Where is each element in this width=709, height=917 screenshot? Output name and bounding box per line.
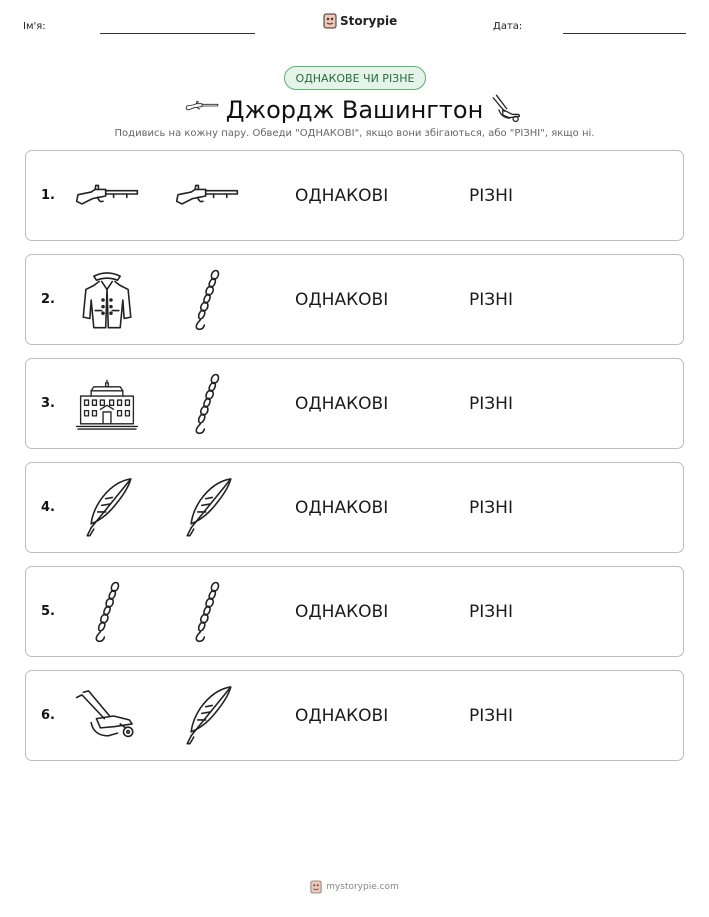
- option-different[interactable]: РІЗНІ: [469, 498, 513, 518]
- option-different[interactable]: РІЗНІ: [469, 706, 513, 726]
- chain-icon: [174, 371, 240, 437]
- brand-name: Storypie: [340, 14, 398, 28]
- question-number: 5.: [41, 604, 55, 619]
- question-number: 4.: [41, 500, 55, 515]
- question-row-2: [25, 254, 684, 345]
- musket-icon: [74, 163, 140, 229]
- option-same[interactable]: ОДНАКОВІ: [295, 186, 389, 206]
- question-row-6: [25, 670, 684, 761]
- option-different[interactable]: РІЗНІ: [469, 290, 513, 310]
- question-number: 1.: [41, 188, 55, 203]
- question-row-4: [25, 462, 684, 553]
- option-same[interactable]: ОДНАКОВІ: [295, 394, 389, 414]
- date-label: Дата:: [493, 21, 523, 32]
- option-same[interactable]: ОДНАКОВІ: [295, 602, 389, 622]
- colonial-coat-icon: [74, 267, 140, 333]
- name-label: Ім'я:: [23, 21, 46, 32]
- footer-site[interactable]: mystorypie.com: [326, 882, 399, 892]
- musket-icon: [174, 163, 240, 229]
- question-number: 6.: [41, 708, 55, 723]
- option-same[interactable]: ОДНАКОВІ: [295, 706, 389, 726]
- page-title: Джордж Вашингтон: [225, 96, 484, 124]
- storypie-logo: [323, 13, 397, 29]
- chain-icon: [174, 579, 240, 645]
- footer: [0, 880, 709, 894]
- question-row-1: [25, 150, 684, 241]
- chain-icon: [174, 267, 240, 333]
- option-different[interactable]: РІЗНІ: [469, 186, 513, 206]
- date-line[interactable]: [563, 33, 686, 34]
- question-number: 2.: [41, 292, 55, 307]
- chain-icon: [74, 579, 140, 645]
- name-line[interactable]: [100, 33, 255, 34]
- question-row-5: [25, 566, 684, 657]
- mansion-icon: [74, 371, 140, 437]
- question-number: 3.: [41, 396, 55, 411]
- quill-icon: [74, 475, 140, 541]
- option-same[interactable]: ОДНАКОВІ: [295, 498, 389, 518]
- quill-icon: [174, 683, 240, 749]
- option-different[interactable]: РІЗНІ: [469, 602, 513, 622]
- plow-icon: [490, 92, 522, 124]
- option-same[interactable]: ОДНАКОВІ: [295, 290, 389, 310]
- mascot-icon: [310, 880, 322, 894]
- option-different[interactable]: РІЗНІ: [469, 394, 513, 414]
- instructions: Подивись на кожну пару. Обведи "ОДНАКОВІ", якщо вони збігаються, або "РІЗНІ", якщо ні.: [114, 128, 595, 139]
- title-row: [0, 92, 709, 128]
- plow-icon: [74, 683, 140, 749]
- quill-icon: [174, 475, 240, 541]
- mascot-icon: [323, 13, 337, 29]
- question-row-3: [25, 358, 684, 449]
- worksheet-type-badge: ОДНАКОВЕ ЧИ РІЗНЕ: [284, 66, 426, 90]
